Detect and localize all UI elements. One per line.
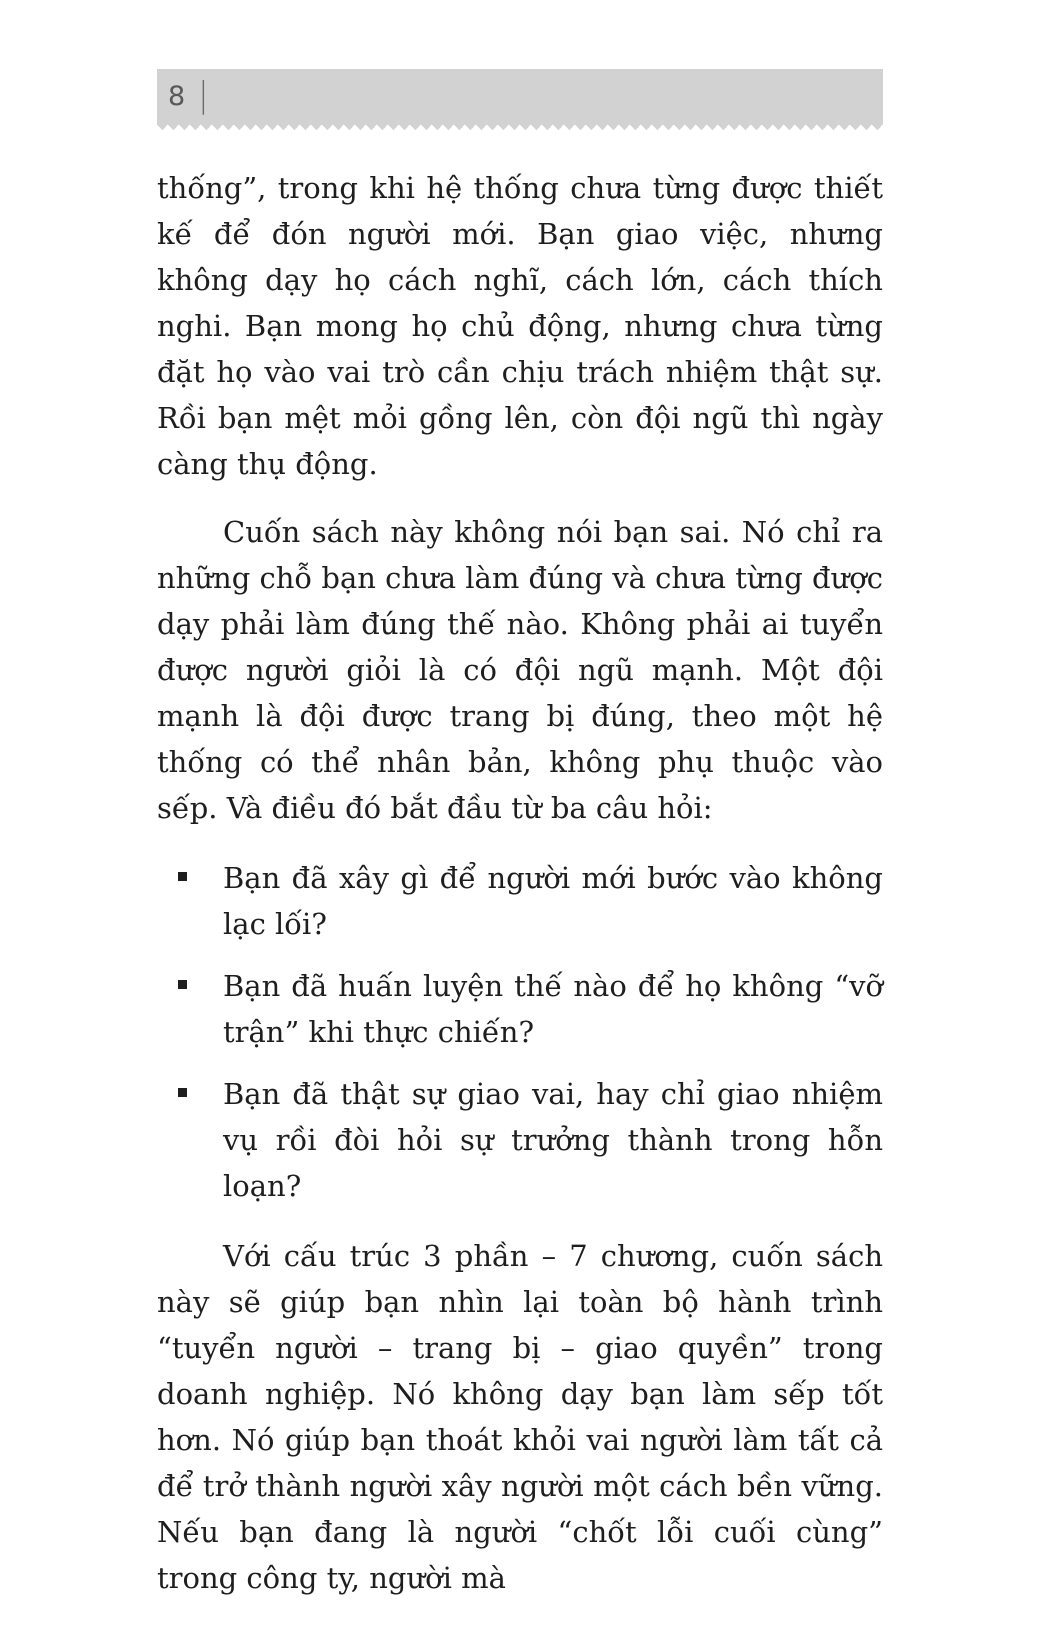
page-number-separator: | xyxy=(198,75,209,116)
list-item xyxy=(223,963,883,1055)
list-item xyxy=(223,1071,883,1209)
page-header-bar xyxy=(157,69,883,123)
square-bullet-icon xyxy=(178,1088,187,1097)
list-item xyxy=(223,855,883,947)
list-item-text: Bạn đã huấn luyện thế nào để họ không “vỡ trận” khi thực chiến? xyxy=(223,969,883,1049)
square-bullet-icon xyxy=(178,872,187,881)
paragraph: Cuốn sách này không nói bạn sai. Nó chỉ ra những chỗ bạn chưa làm đúng và chưa từng được dạy phải làm đúng thế nào. Không phải ai tuyển được người giỏi là có đội ngũ mạnh. Một đội mạnh là đội được trang bị đúng, theo một hệ thống có thể nhân bản, không phụ thuộc vào sếp. Và điều đó bắt đầu từ ba câu hỏi: xyxy=(157,515,883,825)
question-list xyxy=(157,855,883,1209)
paragraph: thống”, trong khi hệ thống chưa từng được thiết kế để đón người mới. Bạn giao việc, nhưng không dạy họ cách nghĩ, cách lớn, cách thích nghi. Bạn mong họ chủ động, nhưng chưa từng đặt họ vào vai trò cần chịu trách nhiệm thật sự. Rồi bạn mệt mỏi gồng lên, còn đội ngũ thì ngày càng thụ động. xyxy=(157,171,883,481)
list-item-text: Bạn đã thật sự giao vai, hay chỉ giao nhiệm vụ rồi đòi hỏi sự trưởng thành trong hỗn loạn? xyxy=(223,1077,883,1203)
paragraph: Với cấu trúc 3 phần – 7 chương, cuốn sách này sẽ giúp bạn nhìn lại toàn bộ hành trình “tuyển người – trang bị – giao quyền” trong doanh nghiệp. Nó không dạy bạn làm sếp tốt hơn. Nó giúp bạn thoát khỏi vai người làm tất cả để trở thành người xây người một cách bền vững. Nếu bạn đang là người “chốt lỗi cuối cùng” trong công ty, người mà xyxy=(157,1239,883,1595)
list-item-text: Bạn đã xây gì để người mới bước vào không lạc lối? xyxy=(223,861,883,941)
page-body-text xyxy=(157,123,883,1601)
square-bullet-icon xyxy=(178,980,187,989)
page-number: 8 xyxy=(168,80,186,112)
perforated-edge xyxy=(157,123,883,130)
